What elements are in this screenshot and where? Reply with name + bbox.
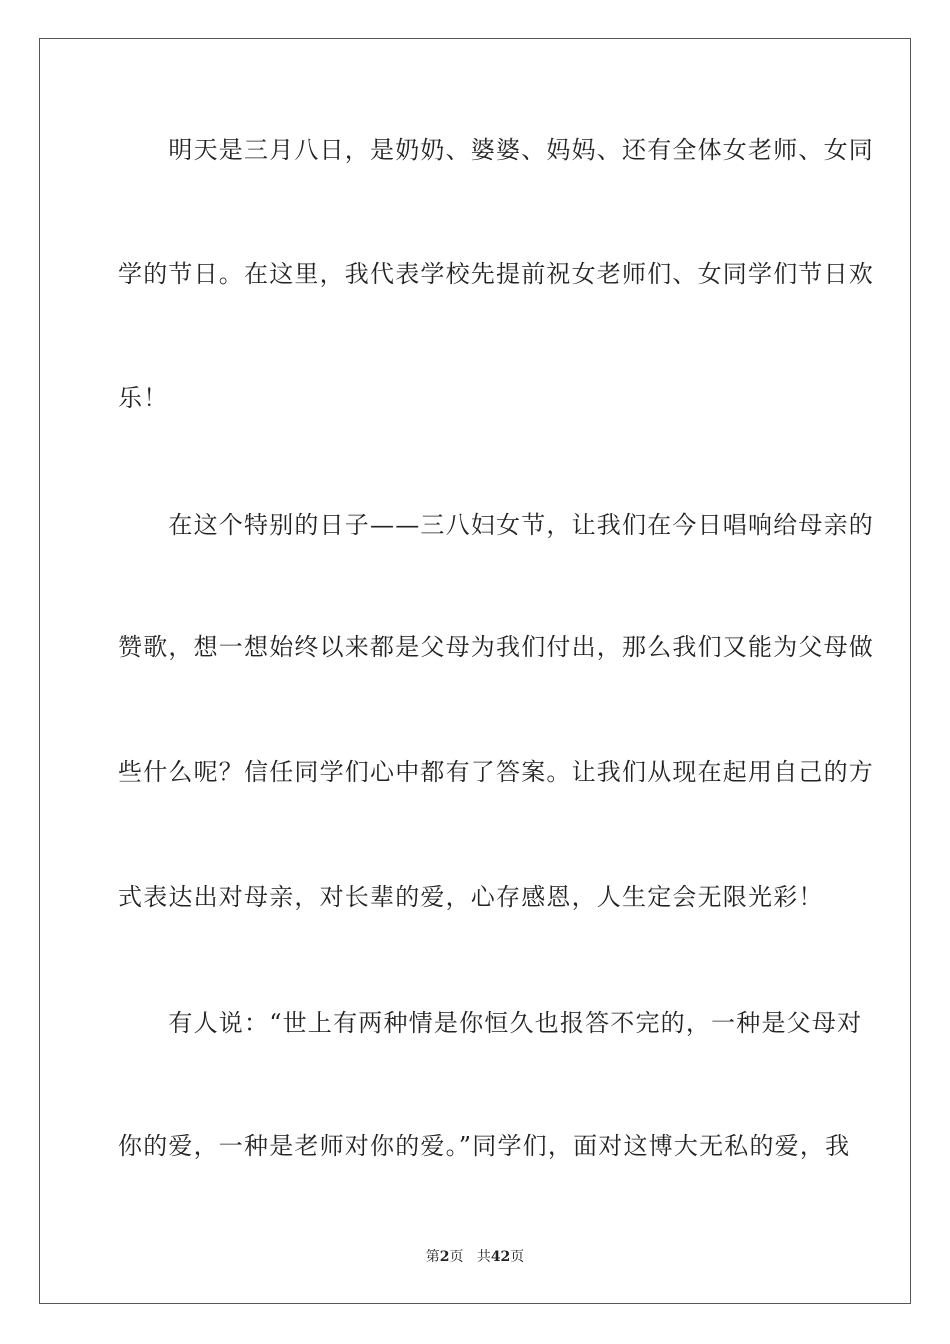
text-line: 些什么呢？信任同学们心中都有了答案。让我们从现在起用自己的方 (118, 758, 874, 786)
text-line: 你的爱，一种是老师对你的爱。”同学们，面对这博大无私的爱，我 (118, 1132, 851, 1160)
total-prefix: 共 (476, 1249, 491, 1265)
text-line: 明天是三月八日，是奶奶、婆婆、妈妈、还有全体女老师、女同 (118, 136, 874, 164)
page-footer (0, 1248, 950, 1266)
text-line: 赞歌，想一想始终以来都是父母为我们付出，那么我们又能为父母做 (118, 633, 874, 661)
page-suffix: 页 (449, 1249, 464, 1265)
text-line: 学的节日。在这里，我代表学校先提前祝女老师们、女同学们节日欢 (118, 260, 874, 288)
page-border (39, 38, 911, 1304)
text-line: 乐！ (118, 384, 169, 412)
text-line: 有人说：“世上有两种情是你恒久也报答不完的，一种是父母对 (118, 1009, 863, 1037)
total-pages: 42 (490, 1249, 511, 1265)
text-line: 在这个特别的日子——三八妇女节，让我们在今日唱响给母亲的 (118, 511, 874, 539)
page-number: 2 (439, 1249, 450, 1265)
text-line: 式表达出对母亲，对长辈的爱，心存感恩，人生定会无限光彩！ (118, 883, 824, 911)
page-prefix: 第 (425, 1249, 440, 1265)
total-suffix: 页 (510, 1249, 525, 1265)
